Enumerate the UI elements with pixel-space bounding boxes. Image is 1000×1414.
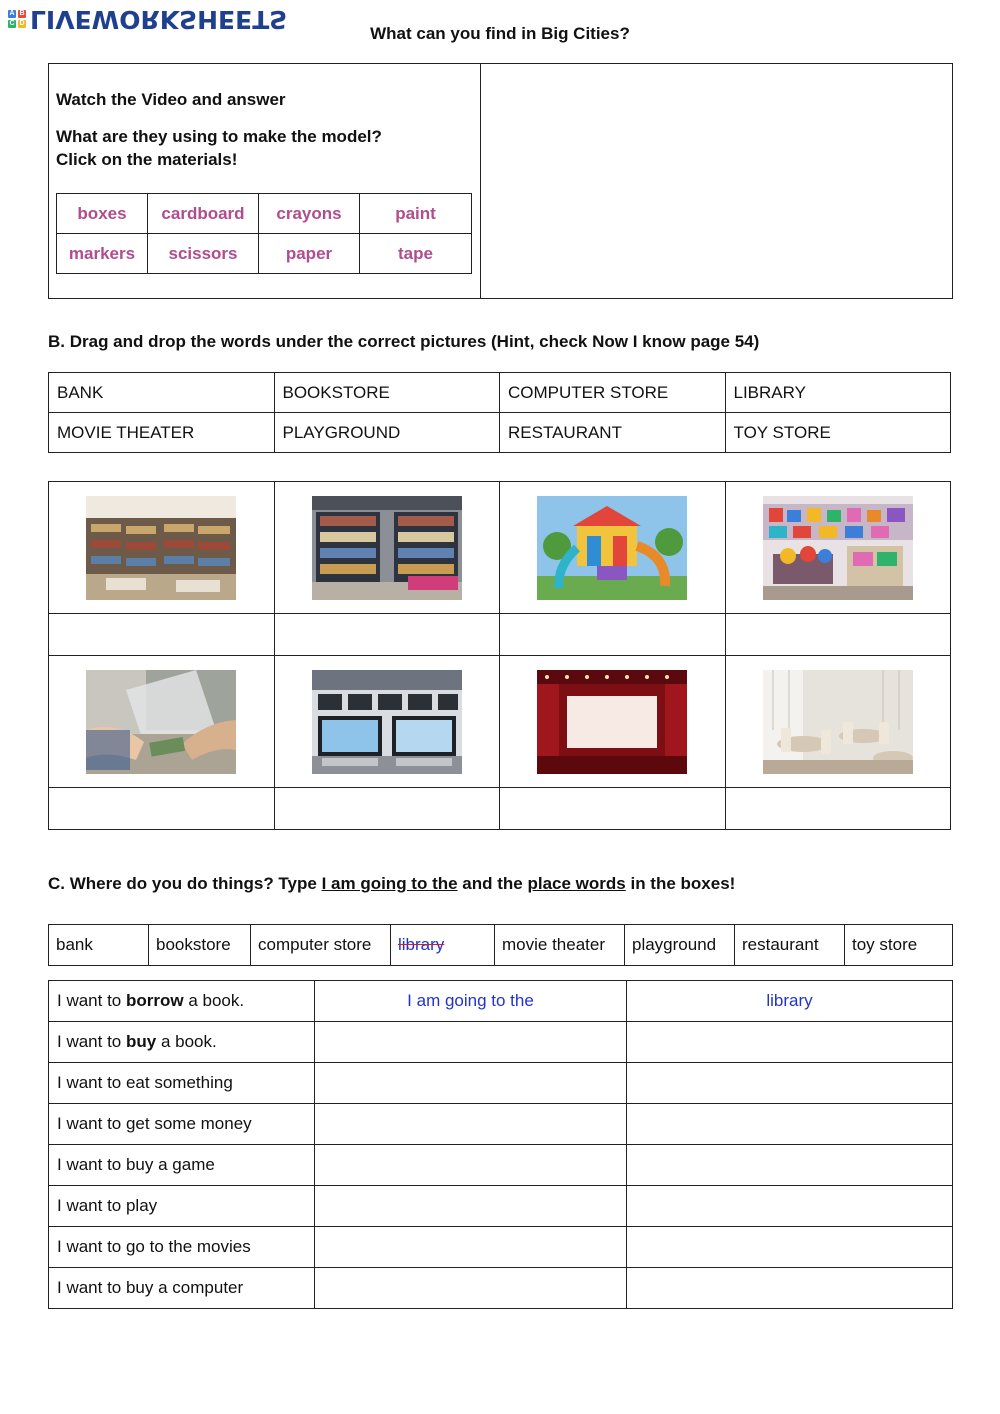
drop-zone[interactable]	[274, 788, 500, 830]
sentence-row	[49, 1022, 953, 1063]
drop-zone[interactable]	[274, 614, 500, 656]
sentence-prompt	[49, 1022, 315, 1063]
answer-phrase-box[interactable]	[315, 1268, 627, 1309]
drag-word[interactable]: MOVIE THEATER	[49, 413, 275, 453]
sentence-row	[49, 1268, 953, 1309]
drop-zone[interactable]	[49, 614, 275, 656]
sentence-row	[49, 1063, 953, 1104]
place-word: playground	[625, 925, 735, 966]
sentence-text: a book.	[156, 1032, 217, 1051]
material-option[interactable]: crayons	[259, 194, 360, 234]
pictures-row	[49, 656, 951, 788]
computer-store-photo	[312, 670, 462, 774]
drag-word[interactable]: TOY STORE	[725, 413, 951, 453]
drop-zone[interactable]	[500, 788, 726, 830]
drag-word[interactable]: RESTAURANT	[500, 413, 726, 453]
materials-row	[57, 234, 472, 274]
answer-place-box[interactable]	[627, 1268, 953, 1309]
logo-block: C	[9, 20, 15, 27]
movie-theater-photo	[537, 670, 687, 774]
place-word: toy store	[845, 925, 953, 966]
material-option[interactable]: paper	[259, 234, 360, 274]
section-c-heading-underline: place words	[527, 874, 626, 893]
place-word: computer store	[251, 925, 391, 966]
picture-cell	[49, 482, 275, 614]
picture-cell	[725, 656, 951, 788]
place-word: bank	[49, 925, 149, 966]
picture-cell	[274, 656, 500, 788]
sentence-row	[49, 981, 953, 1022]
playground-photo	[537, 496, 687, 600]
section-c-heading-underline: I am going to the	[321, 874, 458, 893]
drag-word[interactable]: PLAYGROUND	[274, 413, 500, 453]
place-word: movie theater	[495, 925, 625, 966]
drop-zone[interactable]	[725, 788, 951, 830]
pictures-answer-row	[49, 614, 951, 656]
material-option[interactable]: cardboard	[148, 194, 259, 234]
sentence-prompt: I want to buy a game	[49, 1145, 315, 1186]
drag-word[interactable]: BANK	[49, 373, 275, 413]
answer-phrase-box[interactable]	[315, 1186, 627, 1227]
logo-block: B	[19, 10, 25, 17]
answer-phrase-box[interactable]	[315, 1022, 627, 1063]
page-title: What can you find in Big Cities?	[370, 24, 630, 43]
sentence-text: I want to	[57, 1032, 126, 1051]
sentence-text: a book.	[183, 991, 245, 1010]
drag-word[interactable]: BOOKSTORE	[274, 373, 500, 413]
picture-cell	[500, 482, 726, 614]
toy-store-photo	[763, 496, 913, 600]
video-question: What are they using to make the model? Click on the materials!	[56, 127, 382, 169]
answer-place-box[interactable]	[627, 1186, 953, 1227]
section-c-heading	[48, 874, 735, 894]
sentence-row	[49, 1145, 953, 1186]
picture-cell	[274, 482, 500, 614]
answer-phrase-box[interactable]: I am going to the	[315, 981, 627, 1022]
sentence-keyword: borrow	[125, 991, 184, 1010]
library-photo	[312, 496, 462, 600]
restaurant-photo	[763, 670, 913, 774]
sentence-prompt: I want to get some money	[49, 1104, 315, 1145]
sentences-table	[48, 980, 953, 1309]
section-b-heading: B. Drag and drop the words under the correct pictures (Hint, check Now I know page 54)	[48, 332, 760, 351]
section-c-heading-part: C. Where do you do things? Type	[48, 874, 322, 893]
drag-words-table	[48, 372, 951, 453]
sentence-text: I want to	[57, 991, 126, 1010]
drop-zone[interactable]	[49, 788, 275, 830]
answer-place-box[interactable]: library	[627, 981, 953, 1022]
place-word: bookstore	[149, 925, 251, 966]
place-word: restaurant	[735, 925, 845, 966]
picture-cell	[49, 656, 275, 788]
sentence-keyword: buy	[125, 1032, 157, 1051]
logo-text: LIVEWORKSHEETS	[30, 4, 288, 34]
answer-place-box[interactable]	[627, 1227, 953, 1268]
sentence-prompt: I want to go to the movies	[49, 1227, 315, 1268]
place-word	[391, 925, 495, 966]
picture-cell	[500, 656, 726, 788]
place-word-used: library	[398, 935, 445, 954]
answer-phrase-box[interactable]	[315, 1063, 627, 1104]
answer-place-box[interactable]	[627, 1104, 953, 1145]
place-words-row	[49, 925, 953, 966]
video-heading: Watch the Video and answer	[56, 90, 286, 109]
material-option[interactable]: tape	[360, 234, 472, 274]
sentence-prompt: I want to buy a computer	[49, 1268, 315, 1309]
sentence-prompt	[49, 981, 315, 1022]
sentence-row	[49, 1186, 953, 1227]
drop-zone[interactable]	[500, 614, 726, 656]
answer-phrase-box[interactable]	[315, 1145, 627, 1186]
drag-words-row	[49, 413, 951, 453]
section-c-heading-part: in the boxes!	[625, 874, 736, 893]
drag-word[interactable]: COMPUTER STORE	[500, 373, 726, 413]
sentence-row	[49, 1227, 953, 1268]
place-words-table	[48, 924, 953, 966]
drag-words-row	[49, 373, 951, 413]
logo-block: A	[9, 10, 15, 17]
picture-cell	[725, 482, 951, 614]
material-option[interactable]: boxes	[57, 194, 148, 234]
pictures-answer-row	[49, 788, 951, 830]
answer-phrase-box[interactable]	[315, 1104, 627, 1145]
drag-word[interactable]: LIBRARY	[725, 373, 951, 413]
materials-table	[56, 193, 472, 274]
answer-place-box[interactable]	[627, 1022, 953, 1063]
pictures-row	[49, 482, 951, 614]
answer-phrase-box[interactable]	[315, 1227, 627, 1268]
bank-photo	[86, 670, 236, 774]
logo-block: D	[19, 20, 25, 27]
sentence-row	[49, 1104, 953, 1145]
answer-place-box[interactable]	[627, 1063, 953, 1104]
sentence-prompt: I want to eat something	[49, 1063, 315, 1104]
bookstore-photo	[86, 496, 236, 600]
answer-place-box[interactable]	[627, 1145, 953, 1186]
video-divider	[480, 64, 481, 298]
material-option[interactable]: paint	[360, 194, 472, 234]
section-c-heading-part: and the	[457, 874, 528, 893]
material-option[interactable]: scissors	[148, 234, 259, 274]
sentence-prompt: I want to play	[49, 1186, 315, 1227]
material-option[interactable]: markers	[57, 234, 148, 274]
materials-row	[57, 194, 472, 234]
pictures-table	[48, 481, 951, 830]
drop-zone[interactable]	[725, 614, 951, 656]
